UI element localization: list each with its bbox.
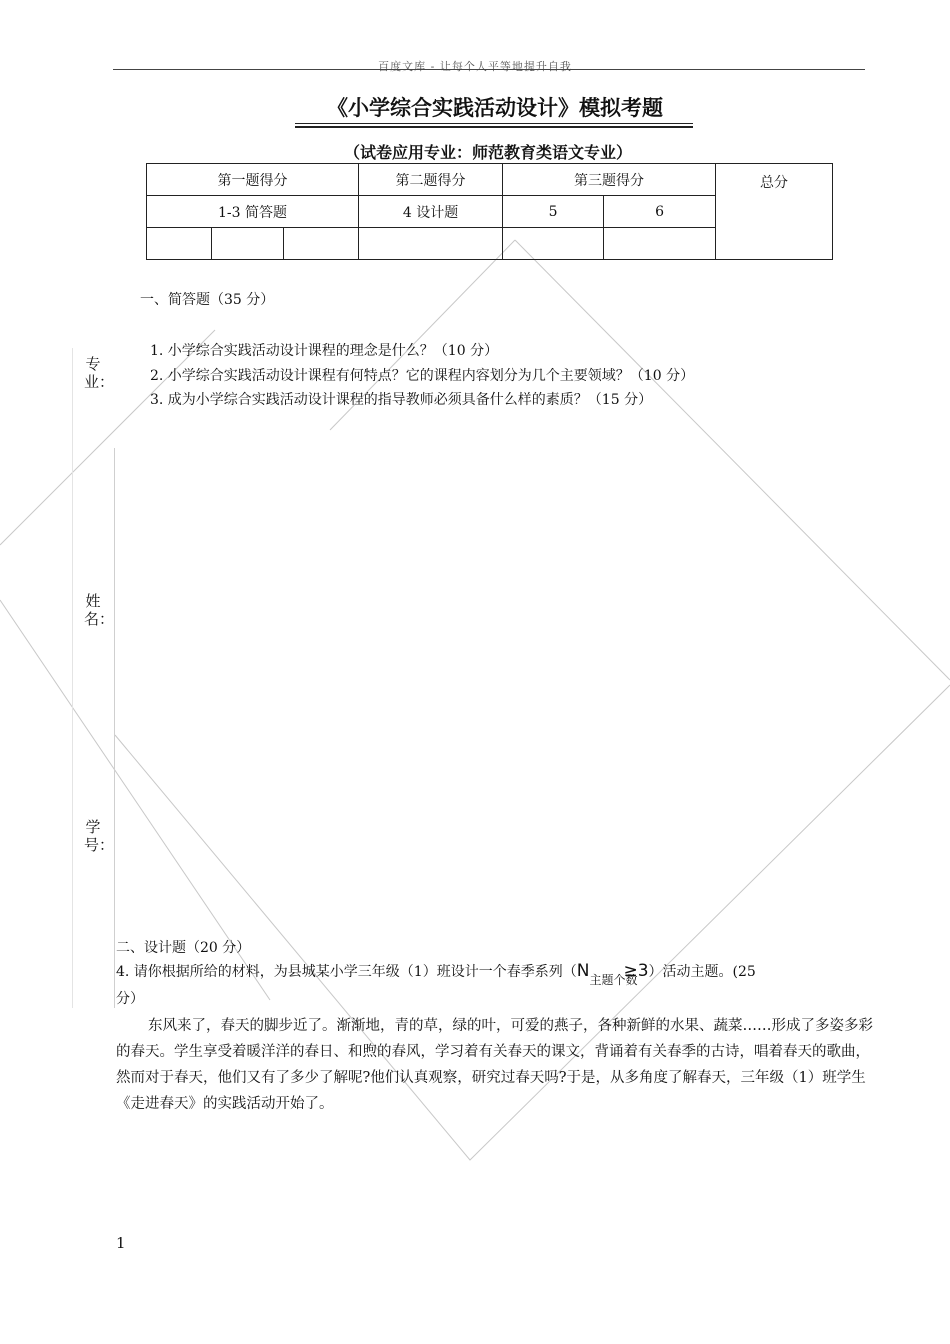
subheader-6: 6 bbox=[604, 196, 716, 228]
header-q2-score: 第二题得分 bbox=[359, 164, 503, 196]
question-2: 2. 小学综合实践活动设计课程有何特点？它的课程内容划分为几个主要领域？（10 分） bbox=[150, 368, 695, 384]
question-1: 1. 小学综合实践活动设计课程的理念是什么？（10 分） bbox=[150, 343, 499, 359]
page-subtitle: （试卷应用专业：师范教育类语文专业） bbox=[343, 143, 632, 162]
score-table bbox=[146, 163, 833, 260]
page-title: 《小学综合实践活动设计》模拟考题 bbox=[327, 95, 663, 120]
subheader-4: 4 设计题 bbox=[359, 196, 503, 228]
header-q3-score: 第三题得分 bbox=[503, 164, 716, 196]
score-cell[interactable] bbox=[503, 228, 604, 260]
header-total-score bbox=[716, 164, 833, 260]
side-label-major: 专业： bbox=[84, 355, 115, 391]
side-label-name: 姓名： bbox=[84, 592, 115, 628]
question-4-text: 4. 请你根据所给的材料，为县城某小学三年级（1）班设计一个春季系列（ bbox=[116, 964, 577, 980]
question-4 bbox=[116, 961, 896, 987]
binding-line-outer bbox=[72, 348, 73, 1008]
question-4-condition: ≥3 bbox=[623, 961, 649, 981]
subheader-5: 5 bbox=[503, 196, 604, 228]
header-q1-score: 第一题得分 bbox=[147, 164, 359, 196]
binding-line bbox=[114, 448, 115, 1008]
page-header: 百度文库 - 让每个人平等地提升自我 bbox=[378, 60, 572, 73]
title-underline bbox=[295, 123, 693, 124]
question-3: 3. 成为小学综合实践活动设计课程的指导教师必须具备什么样的素质？（15 分） bbox=[150, 392, 653, 408]
material-paragraph: 东风来了，春天的脚步近了。渐渐地，青的草，绿的叶，可爱的燕子，各种新鲜的水果、蔬菜……形成了多姿多彩的春天。学生享受着暖洋洋的春日、和煦的春风，学习着有关春天的课文，背诵着有关春季的古诗，唱着春天的歌曲，然而对于春天，他们又有了多少了解呢?他们认真观察，研究过春天吗?于是，从多角度了解春天，三年级（1）班学生《走进春天》的实践活动开始了。 bbox=[116, 1018, 873, 1112]
question-4-text-end: ）活动主题。(25 bbox=[648, 964, 756, 980]
question-4-line2: 分） bbox=[116, 991, 144, 1007]
total-score-label: 总分 bbox=[760, 175, 789, 191]
section-1-title: 一、简答题（35 分） bbox=[140, 292, 275, 308]
question-4-subscript: 主题个数 bbox=[589, 973, 638, 987]
score-cell[interactable] bbox=[284, 228, 359, 260]
title-underline-thick bbox=[295, 126, 693, 128]
page-number: 1 bbox=[116, 1234, 126, 1252]
score-cell[interactable] bbox=[604, 228, 716, 260]
subheader-1-3: 1-3 简答题 bbox=[147, 196, 359, 228]
question-4-n: N bbox=[576, 961, 590, 981]
side-label-student-id: 学号： bbox=[84, 818, 115, 854]
score-cell[interactable] bbox=[212, 228, 284, 260]
score-table-header-row bbox=[147, 164, 833, 196]
section-2-title: 二、设计题（20 分） bbox=[116, 940, 251, 956]
header-divider bbox=[113, 69, 865, 70]
score-cell[interactable] bbox=[359, 228, 503, 260]
score-cell[interactable] bbox=[147, 228, 212, 260]
